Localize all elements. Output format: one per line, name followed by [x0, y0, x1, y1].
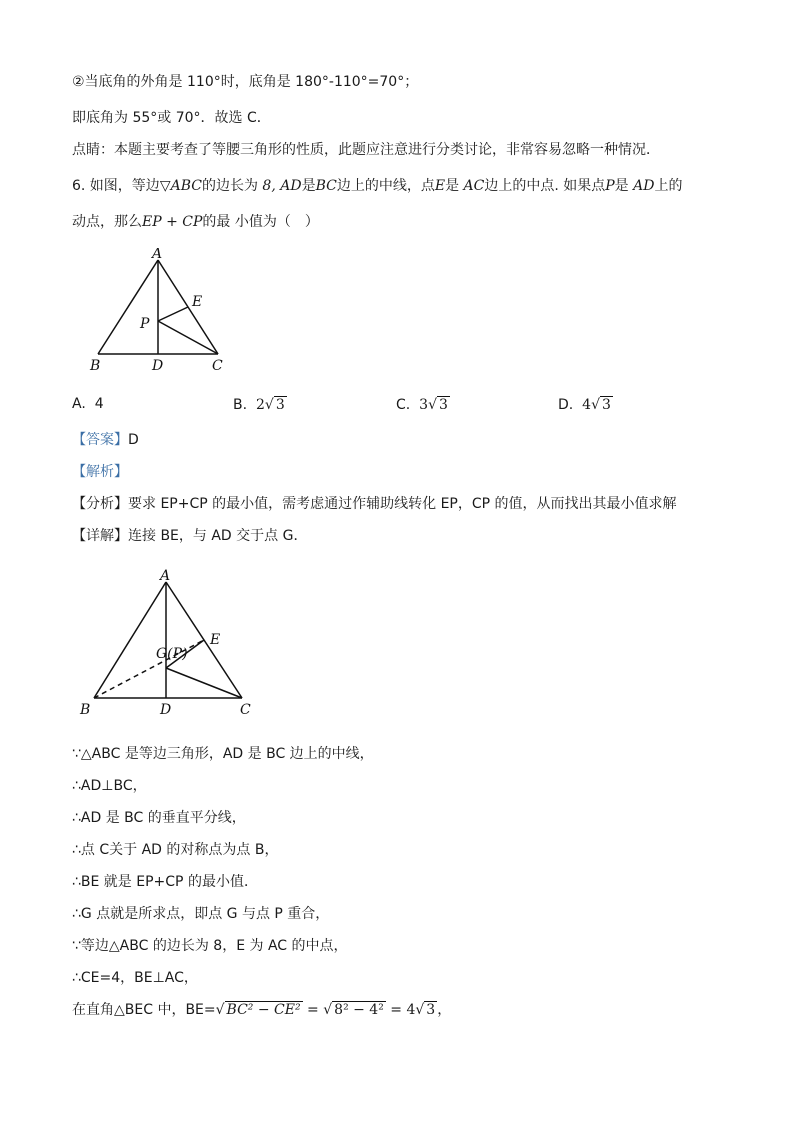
option-radicand: 3	[275, 397, 285, 413]
formula-prefix: 在直角△BEC 中，BE=	[72, 1002, 216, 1018]
option-label: D.	[558, 397, 574, 413]
option-d: D. 4√ 3	[558, 397, 611, 413]
option-label: A.	[72, 396, 86, 412]
q-expr: EP + CP	[142, 214, 203, 230]
answer-tag: 【答案】	[72, 432, 128, 448]
q-text: 边上的中点. 如果点	[484, 178, 606, 194]
xiangjie-line	[72, 526, 307, 546]
option-radicand: 3	[438, 397, 448, 413]
label-B: B	[90, 358, 101, 374]
fenxi-line	[72, 494, 677, 514]
label-C: C	[212, 358, 223, 374]
label-G: G(P)	[156, 646, 188, 662]
label-A: A	[160, 568, 171, 584]
q-ad: AD	[633, 178, 655, 194]
q-text: 上的	[654, 178, 683, 194]
label-D: D	[152, 358, 164, 374]
q-p: P	[605, 178, 615, 194]
q-e: E	[434, 178, 446, 194]
label-C: C	[240, 702, 251, 718]
option-value: 4	[94, 396, 104, 412]
fenxi-tag: 【分析】	[72, 496, 128, 512]
label-E: E	[192, 294, 203, 310]
step-3: ∴AD 是 BC 的垂直平分线，	[72, 810, 246, 826]
answer-value: D	[128, 432, 139, 448]
step-2: ∴AD⊥BC，	[72, 778, 147, 794]
step-6: ∴G 点就是所求点，即点 G 与点 P 重合，	[72, 906, 330, 922]
triangle-figure-2	[76, 564, 266, 724]
analysis-line	[72, 462, 128, 482]
label-D: D	[160, 702, 172, 718]
formula-radical-3: 3	[426, 1002, 436, 1018]
q-text: 动点，那么	[72, 214, 142, 230]
question-6-line-1	[72, 176, 682, 196]
option-value: 4	[582, 397, 592, 413]
q-side: 8, AD	[262, 178, 302, 194]
q-triangle: ▽ABC	[159, 178, 202, 194]
option-radicand: 3	[601, 397, 611, 413]
step-9-formula: 在直角△BEC 中，BE=√ BC² − CE² = √ 8² − 4² = 4√ 3 ，	[72, 1002, 452, 1018]
option-label: B.	[233, 397, 248, 413]
step-5: ∴BE 就是 EP+CP 的最小值．	[72, 874, 258, 890]
q-text: 是	[445, 178, 460, 194]
solution-line-2: 即底角为 55°或 70°．故选 C．	[72, 110, 271, 126]
xiangjie-tag: 【详解】	[72, 528, 128, 544]
option-b: B. 2√ 3	[233, 397, 285, 413]
solution-line-1: ②当底角的外角是 110°时，底角是 180°-110°=70°；	[72, 74, 419, 90]
triangle-figure-1	[80, 248, 250, 378]
formula-radical-1: BC² − CE²	[226, 1002, 301, 1018]
q-text: 的最 小值为（ ）	[202, 214, 319, 230]
q-text: 是	[614, 178, 629, 194]
step-1: ∵△ABC 是等边三角形，AD 是 BC 边上的中线，	[72, 746, 374, 762]
label-B: B	[80, 702, 91, 718]
analysis-tag: 【解析】	[72, 464, 128, 480]
answer-line	[72, 430, 139, 450]
label-P: P	[140, 316, 150, 332]
q-bc: BC	[315, 178, 337, 194]
q-text: 是	[301, 178, 316, 194]
question-6-line-2	[72, 212, 319, 232]
fenxi-text: 要求 EP+CP 的最小值，需考虑通过作辅助线转化 EP，CP 的值，从而找出其最小值求解	[128, 496, 677, 512]
dianjing-note: 点睛：本题主要考查了等腰三角形的性质，此题应注意进行分类讨论，非常容易忽略一种情况．	[72, 142, 660, 158]
option-label: C.	[396, 397, 411, 413]
formula-radical-2: 8² − 4²	[334, 1002, 384, 1018]
xiangjie-text: 连接 BE，与 AD 交于点 G．	[128, 528, 308, 544]
step-4: ∴点 C关于 AD 的对称点为点 B，	[72, 842, 279, 858]
step-8: ∴CE=4，BE⊥AC，	[72, 970, 198, 986]
q-ac: AC	[463, 178, 485, 194]
label-A: A	[152, 248, 163, 262]
option-value: 3	[419, 397, 429, 413]
q-text: 的边长为	[201, 178, 258, 194]
q-text: 边上的中线，点	[336, 178, 435, 194]
q-text: 6. 如图，等边	[72, 178, 160, 194]
step-7: ∵等边△ABC 的边长为 8，E 为 AC 的中点，	[72, 938, 348, 954]
label-E: E	[210, 632, 221, 648]
option-a	[72, 396, 104, 412]
formula-end: ，	[437, 1002, 452, 1018]
formula-equals-1: =	[307, 1002, 319, 1018]
option-c: C. 3√ 3	[396, 397, 448, 413]
option-value: 2	[255, 397, 265, 413]
formula-equals-2: = 4	[390, 1002, 416, 1018]
